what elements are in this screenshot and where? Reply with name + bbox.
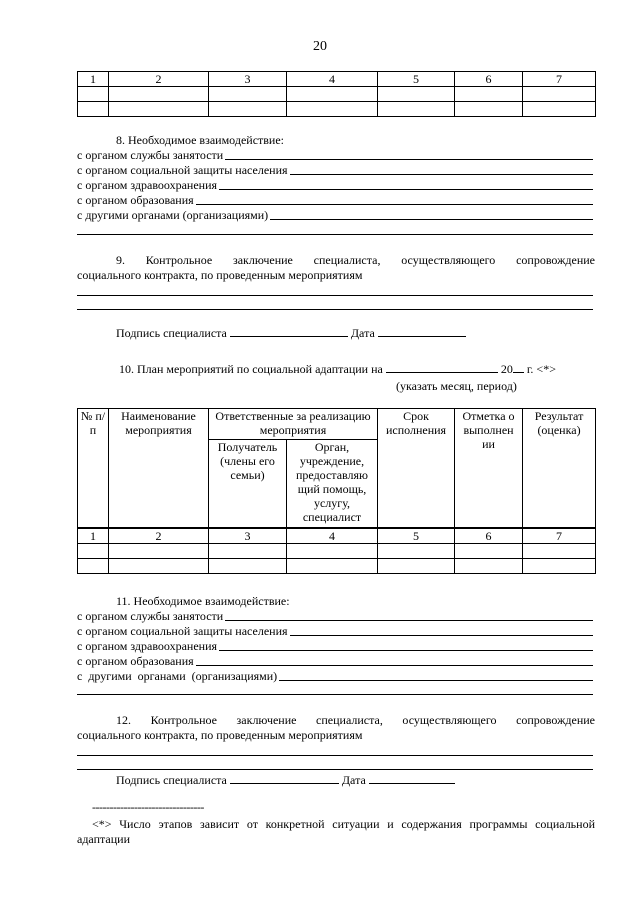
column-number: 3 — [209, 528, 287, 544]
column-number: 7 — [523, 528, 596, 544]
header-organ: Орган, учреждение, предоставляю щий помощь, услугу, специалист — [287, 440, 378, 529]
top-table — [77, 71, 596, 117]
year-prefix: 20 — [500, 362, 513, 376]
header-term: Срок исполнения — [378, 409, 455, 529]
blank-line[interactable] — [77, 769, 593, 770]
blank-line[interactable] — [77, 234, 593, 235]
table-row — [78, 559, 596, 574]
header-name: Наименование мероприятия — [109, 409, 209, 529]
table-cell[interactable] — [78, 87, 109, 102]
column-number: 2 — [109, 528, 209, 544]
interaction-label: с органом социальной защиты населения — [77, 624, 288, 638]
blank-line[interactable] — [77, 694, 593, 695]
footnote-line2: адаптации — [77, 832, 131, 846]
interaction-line[interactable] — [77, 163, 595, 178]
blank-line[interactable] — [77, 309, 593, 310]
table-cell[interactable] — [455, 559, 523, 574]
table-header-row — [78, 409, 596, 440]
interaction-label: с органом образования — [77, 654, 194, 668]
column-number: 1 — [78, 72, 109, 87]
table-cell[interactable] — [523, 559, 596, 574]
interaction-label: с органом службы занятости — [77, 609, 224, 623]
table-row — [78, 544, 596, 559]
header-recipient: Получатель (члены его семьи) — [209, 440, 287, 529]
table-row — [78, 87, 596, 102]
table-cell[interactable] — [378, 87, 455, 102]
header-responsible: Ответственные за реализацию мероприятия — [209, 409, 378, 440]
table-cell[interactable] — [78, 544, 109, 559]
column-number: 7 — [523, 72, 596, 87]
section-12-line2: социального контракта, по проведенным мероприятиям — [77, 728, 363, 742]
blank-line[interactable] — [77, 295, 593, 296]
interaction-line[interactable] — [77, 208, 595, 223]
header-result: Результат (оценка) — [523, 409, 596, 529]
section-8-title: 8. Необходимое взаимодействие: — [116, 133, 285, 147]
table-cell[interactable] — [109, 102, 209, 117]
footnote-line1: <*> Число этапов зависит от конкретной ситуации и содержания программы социальной — [92, 817, 595, 831]
table-row — [78, 102, 596, 117]
signature-label: Подпись специалиста — [116, 773, 227, 787]
header-number: № п/п — [78, 409, 109, 529]
interaction-label: с органом службы занятости — [77, 148, 224, 162]
interaction-label: с органом здравоохранения — [77, 639, 218, 653]
interaction-line[interactable] — [77, 639, 595, 654]
table-cell[interactable] — [378, 559, 455, 574]
table-cell[interactable] — [209, 102, 287, 117]
table-cell[interactable] — [78, 559, 109, 574]
column-number: 4 — [287, 528, 378, 544]
table-numbers-row — [78, 528, 596, 544]
table-cell[interactable] — [109, 87, 209, 102]
table-cell[interactable] — [455, 87, 523, 102]
table-header-row — [78, 72, 596, 87]
date-field[interactable] — [378, 325, 466, 337]
table-cell[interactable] — [78, 102, 109, 117]
interaction-label: с другими органами (организациями) — [77, 208, 269, 222]
interaction-label: с органом социальной защиты населения — [77, 163, 288, 177]
table-cell[interactable] — [209, 87, 287, 102]
table-cell[interactable] — [523, 544, 596, 559]
blank-line[interactable] — [77, 755, 593, 756]
column-number: 6 — [455, 72, 523, 87]
interaction-line[interactable] — [77, 148, 595, 163]
table-cell[interactable] — [287, 544, 378, 559]
table-cell[interactable] — [287, 559, 378, 574]
year-field[interactable] — [513, 361, 524, 373]
column-number: 1 — [78, 528, 109, 544]
signature-field[interactable] — [230, 772, 339, 784]
column-number: 4 — [287, 72, 378, 87]
table-cell[interactable] — [378, 544, 455, 559]
plan-table — [77, 408, 596, 574]
column-number: 6 — [455, 528, 523, 544]
plan-title: 10. План мероприятий по социальной адаптации на — [119, 362, 383, 376]
page-number: 20 — [313, 39, 327, 54]
section-9-line2: социального контракта, по проведенным мероприятиям — [77, 268, 363, 282]
header-mark: Отметка о выполнен ии — [455, 409, 523, 529]
interaction-line[interactable] — [77, 178, 595, 193]
date-label: Дата — [350, 326, 375, 340]
table-cell[interactable] — [109, 544, 209, 559]
interaction-label: с другими органами (организациями) — [77, 669, 278, 683]
table-cell[interactable] — [455, 544, 523, 559]
table-cell[interactable] — [455, 102, 523, 117]
table-cell[interactable] — [209, 544, 287, 559]
interaction-line[interactable] — [77, 609, 595, 624]
table-cell[interactable] — [287, 87, 378, 102]
table-cell[interactable] — [209, 559, 287, 574]
signature-field[interactable] — [230, 325, 348, 337]
signature-row — [116, 325, 466, 340]
table-cell[interactable] — [523, 87, 596, 102]
interaction-label: с органом здравоохранения — [77, 178, 218, 192]
section-11-title: 11. Необходимое взаимодействие: — [116, 594, 290, 608]
year-suffix: г. <*> — [526, 362, 556, 376]
date-label: Дата — [341, 773, 366, 787]
section-9-line1: 9. Контрольное заключение специалиста, осуществляющего сопровождение — [116, 253, 596, 267]
column-number: 5 — [378, 528, 455, 544]
signature-row — [116, 772, 455, 787]
section-12-line1: 12. Контрольное заключение специалиста, осуществляющего сопровождение — [116, 713, 595, 727]
column-number: 3 — [209, 72, 287, 87]
table-cell[interactable] — [287, 102, 378, 117]
interaction-line[interactable] — [77, 669, 595, 684]
table-cell[interactable] — [109, 559, 209, 574]
period-hint: (указать месяц, период) — [396, 379, 517, 393]
table-cell[interactable] — [378, 102, 455, 117]
footnote-separator: -------------------------------- — [92, 800, 204, 814]
period-field[interactable] — [386, 361, 498, 373]
date-field[interactable] — [369, 772, 455, 784]
signature-label: Подпись специалиста — [116, 326, 227, 340]
interaction-line[interactable] — [77, 624, 595, 639]
section-10-title — [119, 361, 556, 376]
column-number: 5 — [378, 72, 455, 87]
column-number: 2 — [109, 72, 209, 87]
interaction-line[interactable] — [77, 193, 595, 208]
table-cell[interactable] — [523, 102, 596, 117]
interaction-line[interactable] — [77, 654, 595, 669]
interaction-label: с органом образования — [77, 193, 194, 207]
